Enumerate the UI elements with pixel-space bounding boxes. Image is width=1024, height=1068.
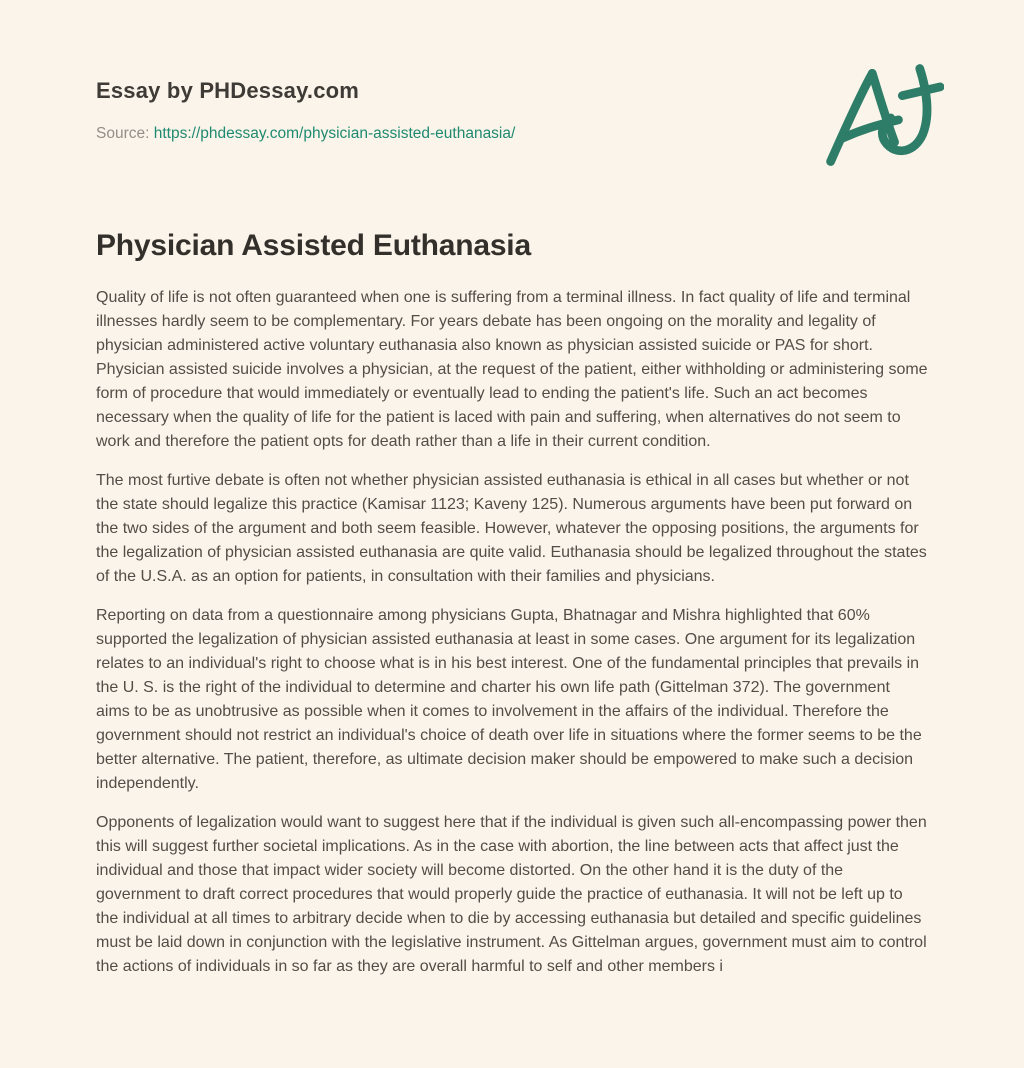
essay-body — [96, 286, 928, 979]
essay-paragraph: Reporting on data from a questionnaire among physicians Gupta, Bhatnagar and Mishra highlighted that 60% supported the legalization of physician assisted euthanasia at least in some cases. One argument for its legalization relates to an individual's right to choose what is in his best interest. One of the fundamental principles that prevails in the U. S. is the right of the individual to determine and charter his own life path (Gittelman 372). The government aims to be as unobtrusive as possible when it comes to involvement in the affairs of the individual. Therefore the government should not restrict an individual's choice of death over life in situations where the former seems to be the better alternative. The patient, therefore, as ultimate decision maker should be empowered to make such a decision independently. — [96, 607, 922, 792]
source-link[interactable]: https://phdessay.com/physician-assisted-euthanasia/ — [153, 125, 516, 142]
source-label: Source: — [96, 125, 150, 142]
essay-by-heading: Essay by PHDessay.com — [96, 78, 360, 103]
phdessay-a-plus-logo — [818, 58, 944, 174]
source-line — [96, 125, 928, 143]
essay-paragraph: Quality of life is not often guaranteed when one is suffering from a terminal illness. In fact quality of life and terminal illnesses hardly seem to be complementary. For years debate has been ongoing on the morality and legality of physician administered active voluntary euthanasia also known as physician assisted suicide or PAS for short. Physician assisted suicide involves a physician, at the request of the patient, either withholding or administering some form of procedure that would immediately or eventually lead to ending the patient's life. Such an act becomes necessary when the quality of life for the patient is laced with pain and suffering, when alternatives do not seem to work and therefore the patient opts for death rather than a life in their current condition. — [96, 289, 928, 450]
a-plus-logo-icon — [818, 58, 944, 174]
page-title: Physician Assisted Euthanasia — [96, 229, 531, 262]
essay-paragraph: The most furtive debate is often not whether physician assisted euthanasia is ethical in all cases but whether or not the state should legalize this practice (Kamisar 1123; Kaveny 125). Numerous arguments have been put forward on the two sides of the argument and both seem feasible. However, whatever the opposing positions, the arguments for the legalization of physician assisted euthanasia are quite valid. Euthanasia should be legalized throughout the states of the U.S.A. as an option for patients, in consultation with their families and physicians. — [96, 472, 927, 585]
essay-paragraph: Opponents of legalization would want to suggest here that if the individual is given such all-encompassing power then this will suggest further societal implications. As in the case with abortion, the line between acts that affect just the individual and those that impact wider society will become distorted. On the other hand it is the duty of the government to draft correct procedures that would properly guide the practice of euthanasia. It will not be left up to the individual at all times to arbitrary decide when to die by accessing euthanasia but detailed and specific guidelines must be laid down in conjunction with the legislative instrument. As Gittelman argues, government must aim to control the actions of individuals in so far as they are overall harmful to self and other members i — [96, 814, 927, 975]
